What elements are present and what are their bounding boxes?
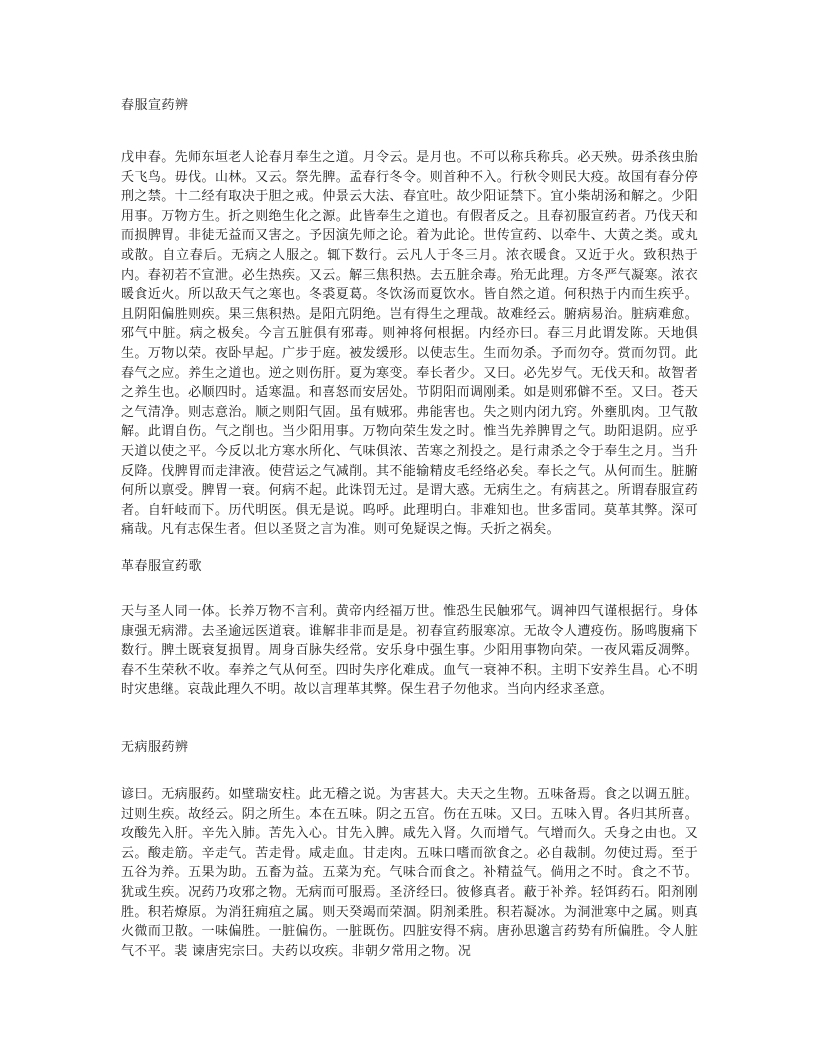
section-body-reform-song: 天与圣人同一体。长养万物不言利。黄帝内经福万世。惟恐生民触邪气。调神四气谨根据行。身体康强无病滞。去圣逾远医道衰。谁解非非而是是。初春宣药服寒凉。无故令人遭疫伤。肠鸣腹痛下数行。脾土既衰复损胃。周身百脉失经常。安乐身中强生事。少阳用事物向荣。一夜风霜反凋弊。春不生荣秋不收。奉养之气从何至。四时失序化难成。血气一衰神不积。主明下安养生昌。心不明时灾患继。哀哉此理久不明。故以言理革其弊。保生君子勿他求。当向内经求圣意。: [121, 604, 698, 698]
section-title-spring-purgative-debate: 春服宣药辨: [121, 98, 189, 113]
section-body-spring-purgative-debate: 戊申春。先师东垣老人论春月奉生之道。月令云。是月也。不可以称兵称兵。必天殃。毋杀孩虫胎夭飞鸟。毋伐。山林。又云。祭先脾。孟春行冬令。则首种不入。行秋令则民大疫。故国有春分停刑之禁。十二经有取决于胆之戒。仲景云大法、春宜吐。故少阳证禁下。宜小柴胡汤和解之。少阳用事。万物方生。折之则绝生化之源。此皆奉生之道也。有假者反之。且春初服宣药者。乃伐天和而损脾胃。非徒无益而又害之。予因演先师之论。着为此论。世传宣药、以牵牛、大黄之类。或丸或散。自立春后。无病之人服之。辄下数行。云凡人于冬三月。浓衣暖食。又近于火。致积热于内。春初若不宣泄。必生热疾。又云。解三焦积热。去五脏余毒。殆无此理。方冬严气凝寒。浓衣暖食近火。所以敌天气之寒也。冬裘夏葛。冬饮汤而夏饮水。皆自然之道。何积热于内而生疾乎。且阴阳偏胜则疾。果三焦积热。是阳亢阴绝。岂有得生之理哉。故难经云。腑病易治。脏病难愈。邪气中脏。病之极矣。今言五脏俱有邪毒。则神将何根据。内经亦曰。春三月此谓发陈。天地俱生。万物以荣。夜卧早起。广步于庭。被发缓形。以使志生。生而勿杀。予而勿夺。赏而勿罚。此春气之应。养生之道也。逆之则伤肝。夏为寒变。奉长者少。又曰。必先岁气。无伐天和。故智者之养生也。必顺四时。适寒温。和喜怒而安居处。节阴阳而调刚柔。如是则邪僻不至。又曰。苍天之气清净。则志意治。顺之则阳气固。虽有贼邪。弗能害也。失之则内闭九窍。外壅肌肉。卫气散解。此谓自伤。气之削也。当少阳用事。万物向荣生发之时。惟当先养脾胃之气。助阳退阴。应乎天道以使之平。今反以北方寒水所化、气味俱浓、苦寒之剂投之。是行肃杀之令于奉生之月。当升反降。伐脾胃而走津液。使营运之气减削。其不能输精皮毛经络必矣。奉长之气。从何而生。脏腑何所以禀受。脾胃一衰。何病不起。此诛罚无过。是谓大惑。无病生之。有病甚之。所谓春服宣药者。自轩岐而下。历代明医。俱无是说。呜呼。此理明白。非难知也。世多雷同。莫革其弊。深可痛哉。凡有志保生者。但以圣贤之言为准。则可免疑误之悔。夭折之祸矣。: [121, 150, 698, 538]
section-body-no-illness-medicine-debate: 谚曰。无病服药。如壁瑞安柱。此无稽之说。为害甚大。夫天之生物。五味备焉。食之以调五脏。过则生疾。故经云。阴之所生。本在五味。阴之五宫。伤在五味。又曰。五味入胃。各归其所喜。攻酸先入肝。辛先入肺。苦先入心。甘先入脾。咸先入肾。久而增气。气增而久。夭身之由也。又云。酸走筋。辛走气。苦走骨。咸走血。甘走肉。五味口嗜而欲食之。必自裁制。勿使过焉。至于五谷为养。五果为助。五畜为益。五菜为充。气味合而食之。补精益气。倘用之不时。食之不节。犹或生疾。况药乃攻邪之物。无病而可服焉。圣济经曰。彼修真者。蔽于补养。轻饵药石。阳剂刚胜。积若燎原。为消狂痈疽之属。则天癸竭而荣涸。阴剂柔胜。积若凝冰。为洞泄寒中之属。则真火微而卫散。一味偏胜。一脏偏伤。一脏既伤。四脏安得不病。唐孙思邈言药势有所偏胜。令人脏气不平。裴 谏唐宪宗曰。夫药以攻疾。非朝夕常用之物。况: [121, 787, 698, 959]
section-title-reform-song: 革春服宣药歌: [121, 559, 203, 574]
section-title-no-illness-medicine-debate: 无病服药辨: [121, 740, 189, 755]
